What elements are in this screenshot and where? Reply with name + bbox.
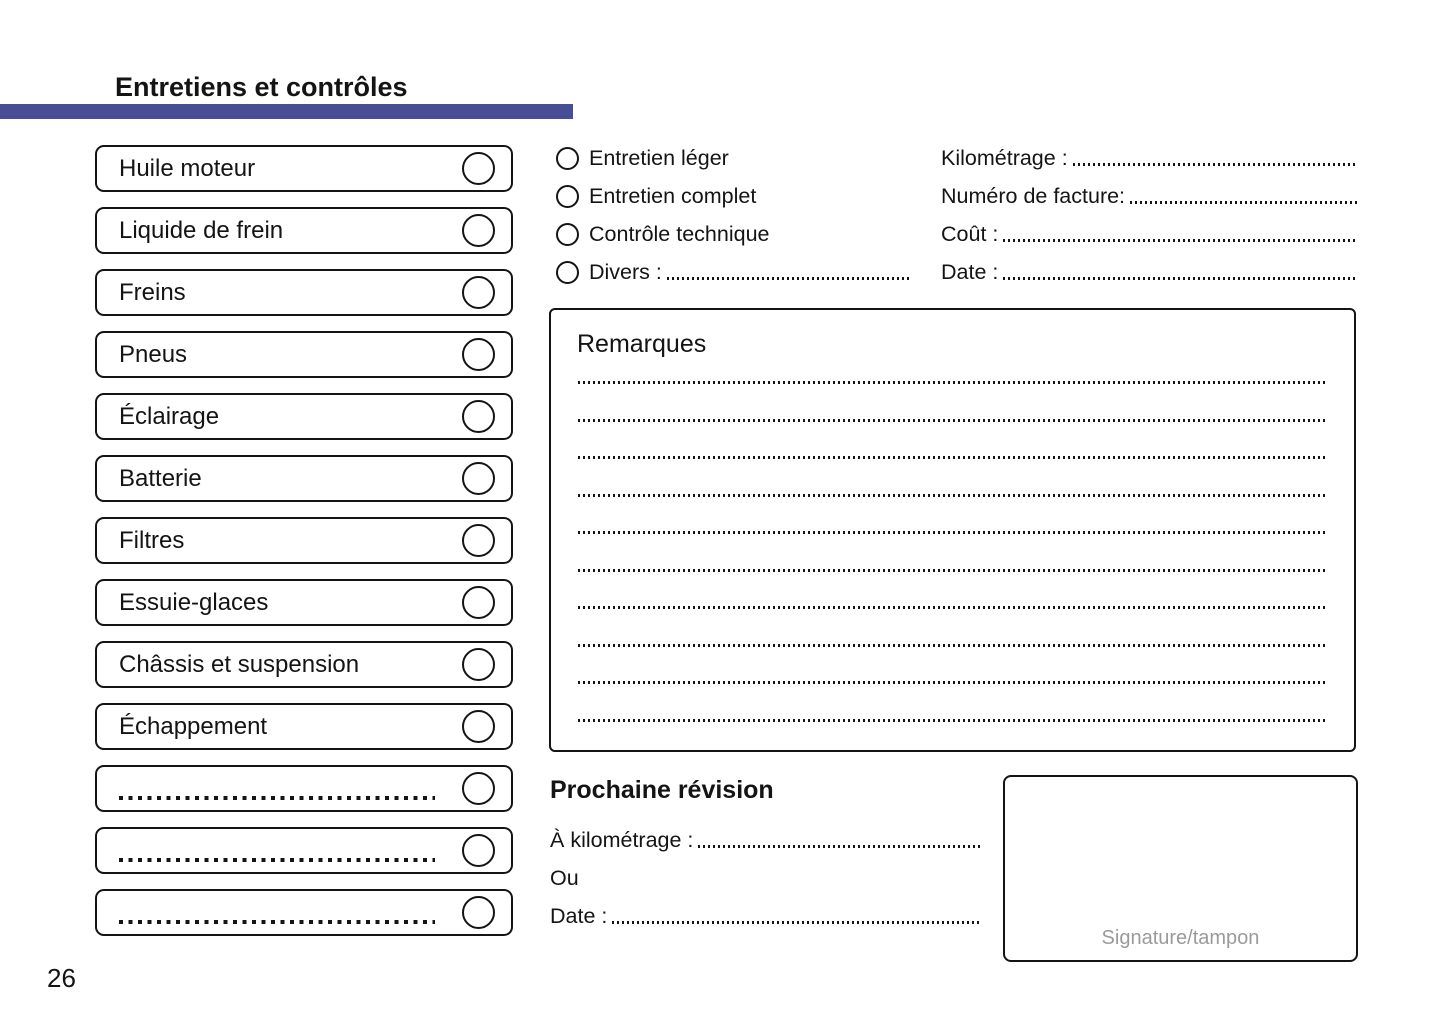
page-number: 26 — [47, 963, 76, 993]
page-title: Entretiens et contrôles — [115, 72, 408, 102]
check-circle[interactable] — [462, 772, 495, 805]
dotted-fill-line[interactable] — [698, 845, 982, 848]
checklist-item-label: Filtres — [119, 526, 185, 554]
dotted-write-line[interactable] — [578, 494, 1328, 497]
dotted-fill-line[interactable] — [667, 277, 912, 280]
checklist-item-label: Liquide de frein — [119, 216, 284, 244]
dotted-write-line[interactable] — [578, 419, 1328, 422]
check-circle[interactable] — [462, 400, 495, 433]
service-type-option — [556, 215, 912, 253]
field-label: Coût : — [941, 221, 999, 246]
checklist-item-blank — [95, 889, 513, 936]
field-row — [941, 177, 1357, 215]
field-row — [550, 821, 982, 859]
next-service-title: Prochaine révision — [550, 776, 774, 804]
checklist-item-label: Pneus — [119, 340, 188, 368]
check-circle[interactable] — [462, 338, 495, 371]
check-circle[interactable] — [462, 834, 495, 867]
check-circle[interactable] — [462, 524, 495, 557]
checklist-item — [95, 641, 513, 688]
field-label: À kilométrage : — [550, 827, 694, 852]
field-label: Date : — [550, 903, 608, 928]
checklist-item-label: Éclairage — [119, 402, 220, 430]
checklist-item — [95, 393, 513, 440]
option-label: Entretien complet — [589, 183, 757, 208]
signature-box[interactable] — [1003, 775, 1358, 962]
blank-fill-line[interactable] — [119, 796, 435, 800]
radio-circle-icon[interactable] — [556, 185, 579, 208]
checklist-item — [95, 331, 513, 378]
service-type-option — [556, 139, 912, 177]
checklist-item — [95, 455, 513, 502]
check-circle[interactable] — [462, 152, 495, 185]
checklist-item — [95, 517, 513, 564]
check-circle[interactable] — [462, 710, 495, 743]
dotted-write-line[interactable] — [578, 606, 1328, 609]
field-label: Numéro de facture: — [941, 183, 1126, 208]
checklist-item-label: Châssis et suspension — [119, 650, 360, 678]
dotted-write-line[interactable] — [578, 456, 1328, 459]
check-circle[interactable] — [462, 896, 495, 929]
blank-fill-line[interactable] — [119, 858, 435, 862]
checklist-item — [95, 145, 513, 192]
dotted-fill-line[interactable] — [612, 921, 982, 924]
field-row — [941, 215, 1357, 253]
radio-circle-icon[interactable] — [556, 147, 579, 170]
field-row — [941, 139, 1357, 177]
option-label: Contrôle technique — [589, 221, 770, 246]
blank-fill-line[interactable] — [119, 920, 435, 924]
checklist-item-blank — [95, 827, 513, 874]
checklist-item — [95, 269, 513, 316]
checklist-item-label: Huile moteur — [119, 154, 256, 182]
service-type-option — [556, 253, 912, 291]
checklist-item — [95, 703, 513, 750]
remarks-lines — [578, 381, 1328, 756]
radio-circle-icon[interactable] — [556, 261, 579, 284]
service-type-option — [556, 177, 912, 215]
dotted-fill-line[interactable] — [1073, 163, 1357, 166]
check-circle[interactable] — [462, 648, 495, 681]
field-label: Kilométrage : — [941, 145, 1068, 170]
dotted-write-line[interactable] — [578, 531, 1328, 534]
checklist-item-label: Échappement — [119, 712, 268, 740]
dotted-write-line[interactable] — [578, 681, 1328, 684]
dotted-write-line[interactable] — [578, 569, 1328, 572]
checklist-item — [95, 579, 513, 626]
dotted-fill-line[interactable] — [1003, 239, 1357, 242]
check-circle[interactable] — [462, 586, 495, 619]
service-type-options — [556, 139, 912, 291]
check-circle[interactable] — [462, 462, 495, 495]
check-circle[interactable] — [462, 276, 495, 309]
checklist-item-blank — [95, 765, 513, 812]
signature-placeholder-label: Signature/tampon — [1101, 927, 1260, 949]
checklist-item-label: Batterie — [119, 464, 202, 492]
field-row — [550, 897, 982, 935]
accent-bar — [0, 104, 573, 119]
option-label: Entretien léger — [589, 145, 729, 170]
invoice-fields — [941, 139, 1357, 291]
checklist-item-label: Essuie-glaces — [119, 588, 269, 616]
field-label: Date : — [941, 259, 999, 284]
checklist-item-label: Freins — [119, 278, 186, 306]
radio-circle-icon[interactable] — [556, 223, 579, 246]
dotted-write-line[interactable] — [578, 644, 1328, 647]
field-row — [550, 859, 982, 897]
option-label: Divers : — [589, 259, 662, 284]
maintenance-checklist — [95, 145, 513, 951]
field-row — [941, 253, 1357, 291]
remarks-title: Remarques — [577, 330, 707, 358]
field-label: Ou — [550, 865, 579, 890]
remarks-box — [549, 308, 1356, 752]
dotted-write-line[interactable] — [578, 381, 1328, 384]
next-service-fields — [550, 821, 982, 935]
checklist-item — [95, 207, 513, 254]
dotted-fill-line[interactable] — [1130, 201, 1357, 204]
check-circle[interactable] — [462, 214, 495, 247]
dotted-fill-line[interactable] — [1003, 277, 1357, 280]
dotted-write-line[interactable] — [578, 719, 1328, 722]
